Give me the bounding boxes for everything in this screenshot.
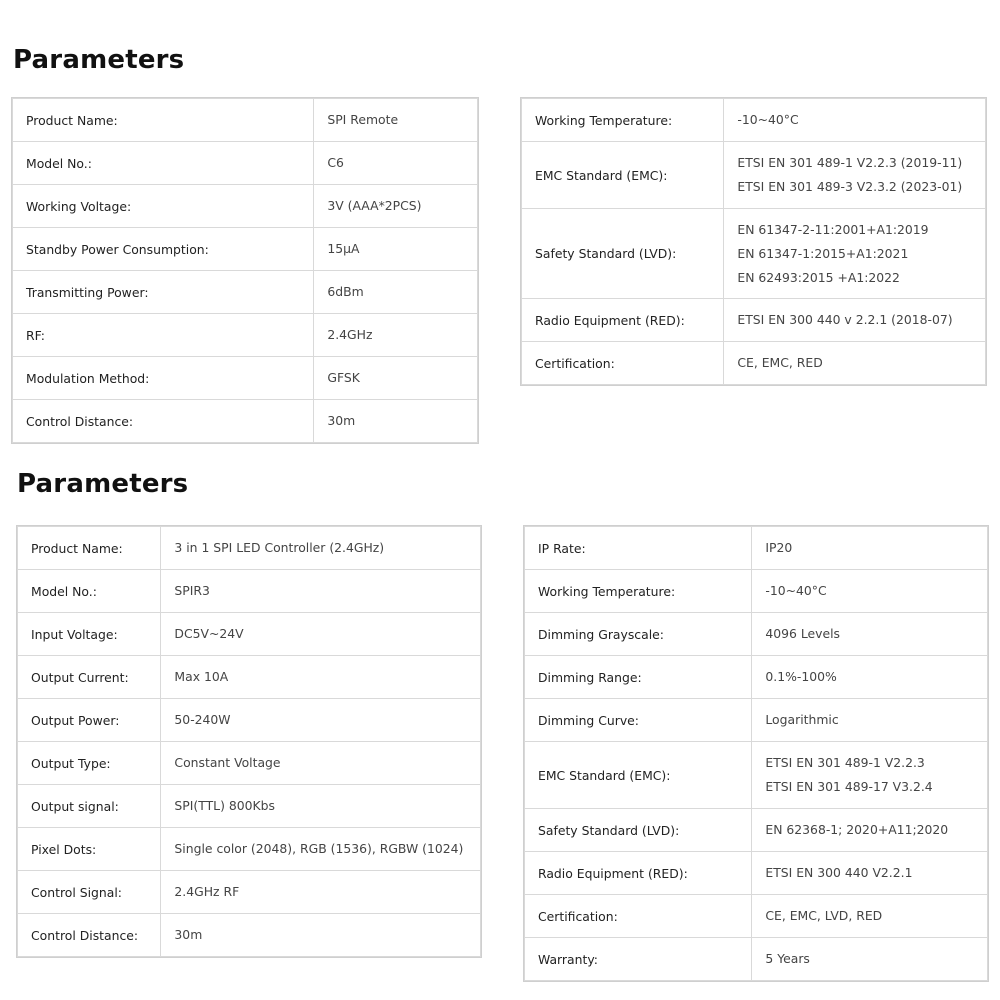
spec-row <box>18 613 481 656</box>
spec-label: Pixel Dots: <box>18 828 161 871</box>
spec-row <box>525 742 988 809</box>
spec-row <box>13 271 478 314</box>
section1-right-spec-table <box>521 98 986 385</box>
spec-row <box>525 699 988 742</box>
spec-value: GFSK <box>327 370 360 385</box>
spec-label: Transmitting Power: <box>13 271 314 314</box>
spec-row <box>525 809 988 852</box>
spec-value: 50-240W <box>174 712 231 727</box>
spec-value-cell <box>161 656 481 699</box>
spec-label: Radio Equipment (RED): <box>522 299 724 342</box>
spec-value: ETSI EN 300 440 v 2.2.1 (2018-07) <box>737 312 953 327</box>
spec-value-cell <box>752 656 988 699</box>
spec-value-cell <box>724 142 986 209</box>
spec-value: 0.1%-100% <box>765 669 837 684</box>
spec-label: Model No.: <box>13 142 314 185</box>
spec-label: Certification: <box>522 342 724 385</box>
spec-row <box>18 699 481 742</box>
spec-value: ETSI EN 301 489-17 V3.2.4 <box>765 779 933 794</box>
spec-label: EMC Standard (EMC): <box>525 742 752 809</box>
spec-label: Control Distance: <box>13 400 314 443</box>
spec-value: C6 <box>327 155 344 170</box>
spec-value: -10~40°C <box>737 112 799 127</box>
spec-label: Dimming Grayscale: <box>525 613 752 656</box>
spec-label: Product Name: <box>18 527 161 570</box>
spec-label: Output Power: <box>18 699 161 742</box>
spec-value-cell <box>314 314 478 357</box>
spec-value: Logarithmic <box>765 712 839 727</box>
spec-value: EN 61347-1:2015+A1:2021 <box>737 245 909 261</box>
spec-row <box>525 527 988 570</box>
spec-value: EN 62493:2015 +A1:2022 <box>737 269 900 285</box>
spec-value: 2.4GHz <box>327 327 373 342</box>
spec-value-cell <box>752 938 988 981</box>
spec-value: ETSI EN 301 489-1 V2.2.3 (2019-11) <box>737 155 963 170</box>
spec-row <box>522 342 986 385</box>
spec-value: ETSI EN 300 440 V2.2.1 <box>765 865 913 880</box>
section2-right-spec-table <box>524 526 988 981</box>
spec-value: ETSI EN 301 489-3 V2.3.2 (2023-01) <box>737 179 963 194</box>
spec-label: Standby Power Consumption: <box>13 228 314 271</box>
spec-label: Working Temperature: <box>525 570 752 613</box>
spec-label: Dimming Range: <box>525 656 752 699</box>
spec-value: 30m <box>327 413 356 428</box>
spec-row <box>525 938 988 981</box>
spec-value: 2.4GHz RF <box>174 884 240 899</box>
spec-label: Output Type: <box>18 742 161 785</box>
spec-value-cell <box>314 271 478 314</box>
spec-row <box>13 142 478 185</box>
section1-left-spec-table <box>12 98 478 443</box>
section1-heading: Parameters <box>13 45 185 75</box>
spec-row <box>13 400 478 443</box>
spec-row <box>13 357 478 400</box>
spec-row <box>18 742 481 785</box>
spec-value: EN 62368-1; 2020+A11;2020 <box>765 822 949 837</box>
spec-label: Model No.: <box>18 570 161 613</box>
spec-label: Output Current: <box>18 656 161 699</box>
spec-value-cell <box>314 400 478 443</box>
spec-label: Working Temperature: <box>522 99 724 142</box>
spec-value: 15μA <box>327 241 360 256</box>
spec-label: Safety Standard (LVD): <box>522 209 724 299</box>
section2-left-spec-table <box>17 526 481 957</box>
spec-row <box>522 299 986 342</box>
spec-label: IP Rate: <box>525 527 752 570</box>
spec-value: SPI Remote <box>327 112 399 127</box>
spec-row <box>522 209 986 299</box>
spec-value: 3V (AAA*2PCS) <box>327 198 422 213</box>
spec-row <box>13 314 478 357</box>
spec-value-cell <box>724 342 986 385</box>
spec-label: Control Distance: <box>18 914 161 957</box>
spec-label: Radio Equipment (RED): <box>525 852 752 895</box>
spec-value: -10~40°C <box>765 583 827 598</box>
spec-value-cell <box>314 142 478 185</box>
spec-label: Certification: <box>525 895 752 938</box>
spec-row <box>18 656 481 699</box>
spec-value-cell <box>161 570 481 613</box>
spec-value-cell <box>724 99 986 142</box>
spec-label: Safety Standard (LVD): <box>525 809 752 852</box>
spec-value: CE, EMC, LVD, RED <box>765 908 883 923</box>
spec-label: Product Name: <box>13 99 314 142</box>
spec-row <box>18 914 481 957</box>
spec-row <box>522 142 986 209</box>
spec-value: 5 Years <box>765 951 810 966</box>
spec-row <box>525 613 988 656</box>
spec-value-cell <box>724 209 986 299</box>
spec-value-cell <box>314 357 478 400</box>
spec-value: Constant Voltage <box>174 755 281 770</box>
spec-value-cell <box>752 527 988 570</box>
spec-label: Working Voltage: <box>13 185 314 228</box>
spec-label: EMC Standard (EMC): <box>522 142 724 209</box>
spec-value: 6dBm <box>327 284 364 299</box>
spec-row <box>18 871 481 914</box>
spec-row <box>522 99 986 142</box>
spec-value-cell <box>724 299 986 342</box>
spec-value-cell <box>161 699 481 742</box>
spec-value-cell <box>161 785 481 828</box>
spec-label: Modulation Method: <box>13 357 314 400</box>
spec-value-cell <box>161 742 481 785</box>
spec-value-cell <box>314 228 478 271</box>
spec-row <box>18 570 481 613</box>
spec-value: Single color (2048), RGB (1536), RGBW (1024) <box>174 841 464 856</box>
spec-value-cell <box>161 828 481 871</box>
spec-value: SPIR3 <box>174 583 210 598</box>
spec-row <box>18 785 481 828</box>
spec-row <box>18 527 481 570</box>
spec-value: 3 in 1 SPI LED Controller (2.4GHz) <box>174 540 385 555</box>
spec-label: Input Voltage: <box>18 613 161 656</box>
spec-value: ETSI EN 301 489-1 V2.2.3 <box>765 755 925 770</box>
spec-value: CE, EMC, RED <box>737 355 823 370</box>
spec-value-cell <box>752 809 988 852</box>
spec-row <box>525 570 988 613</box>
spec-label: Control Signal: <box>18 871 161 914</box>
spec-label: Output signal: <box>18 785 161 828</box>
spec-value-cell <box>314 185 478 228</box>
spec-value-cell <box>752 742 988 809</box>
spec-row <box>525 895 988 938</box>
spec-row <box>13 228 478 271</box>
spec-value: SPI(TTL) 800Kbs <box>174 798 275 813</box>
spec-value-cell <box>752 895 988 938</box>
spec-value-cell <box>752 699 988 742</box>
spec-label: RF: <box>13 314 314 357</box>
spec-value: 30m <box>174 927 203 942</box>
spec-row <box>13 185 478 228</box>
spec-row <box>525 852 988 895</box>
spec-value-cell <box>752 613 988 656</box>
spec-value-cell <box>752 852 988 895</box>
spec-value: IP20 <box>765 540 793 555</box>
spec-value: 4096 Levels <box>765 626 841 641</box>
spec-value-cell <box>161 527 481 570</box>
spec-value: EN 61347-2-11:2001+A1:2019 <box>737 221 929 237</box>
spec-value-cell <box>752 570 988 613</box>
spec-row <box>18 828 481 871</box>
spec-value: Max 10A <box>174 669 229 684</box>
section2-heading: Parameters <box>17 469 189 499</box>
spec-value-cell <box>161 871 481 914</box>
spec-label: Dimming Curve: <box>525 699 752 742</box>
spec-value-cell <box>314 99 478 142</box>
spec-value-cell <box>161 613 481 656</box>
spec-row <box>525 656 988 699</box>
spec-row <box>13 99 478 142</box>
spec-label: Warranty: <box>525 938 752 981</box>
spec-value: DC5V~24V <box>174 626 244 641</box>
spec-value-cell <box>161 914 481 957</box>
